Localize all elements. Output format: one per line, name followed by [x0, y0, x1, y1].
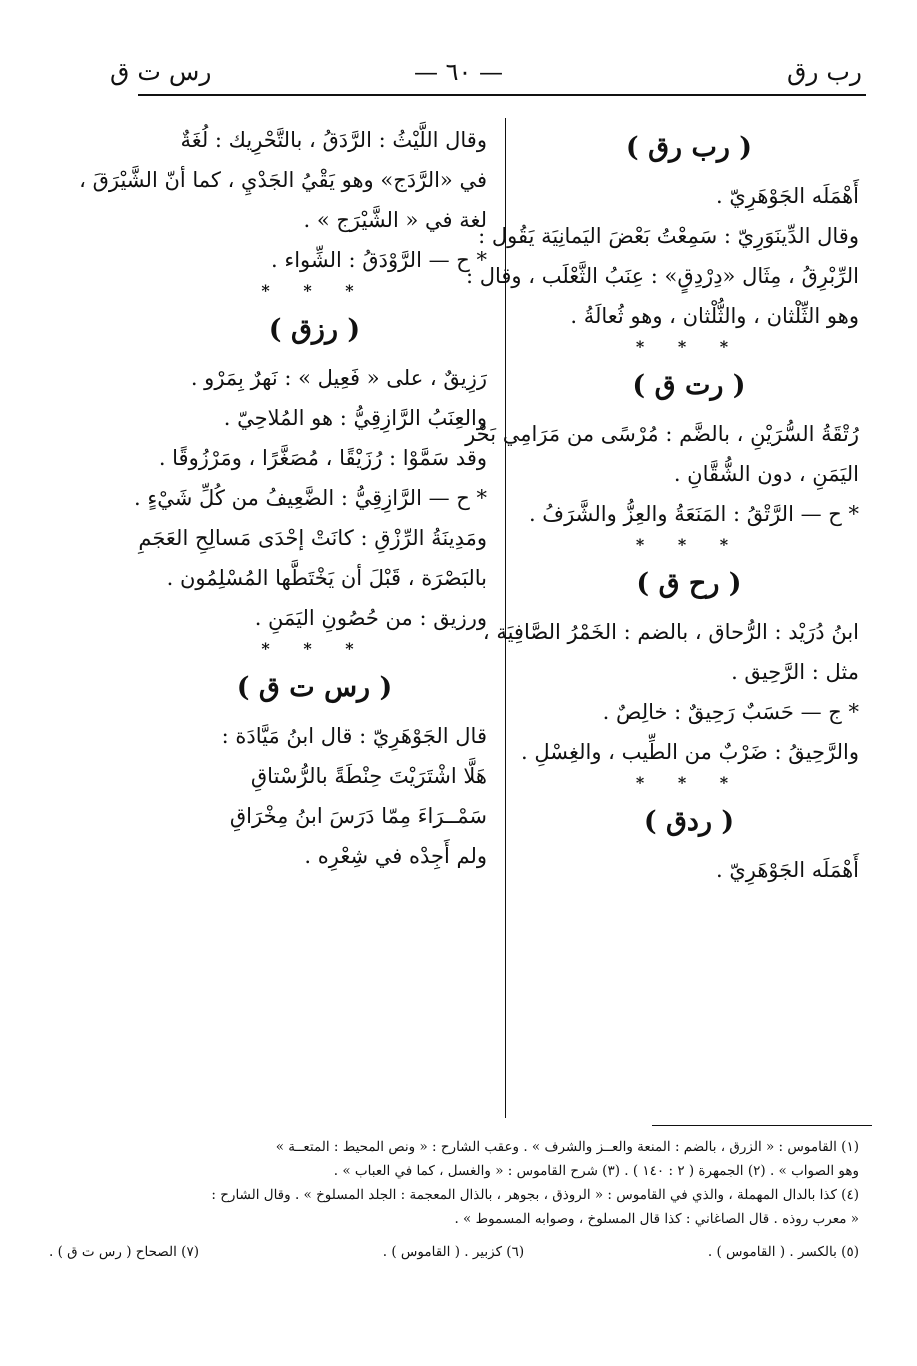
verse-line: سَمْــرَاءَ مِمّا دَرَسَ ابنُ مِخْرَاقِ: [229, 804, 487, 828]
text-line: * ح — الرَّتْقُ : المَنَعَةُ والعِزُّ والشَّرَفُ .: [528, 502, 859, 526]
footnote-line: (٤) كذا بالدال المهملة ، والذي في القاموس : « الروذق ، بجوهر ، بالذال المعجمة : الجلد المسلوخ » . وقال الشارح :: [211, 1187, 859, 1203]
text-line: * ح — الرَّوْدَقُ : الشِّواء .: [271, 248, 487, 272]
text-line: أَهْمَلَه الجَوْهَرِيّ .: [715, 184, 859, 208]
text-line: في «الرَّدَج» وهو يَقْيُ الجَدْيِ ، كما أنّ الشَّيْرَقَ ،: [79, 168, 487, 192]
entry-heading: ( رب رق ): [625, 132, 753, 163]
entry-heading: ( رح ق ): [636, 568, 742, 599]
text-line: * ج — حَسَبٌ رَحِيقٌ : خالِصٌ .: [602, 700, 859, 724]
footnotes: [49, 1135, 859, 1267]
text-line: وقد سَمَّوْا : رُزَيْقًا ، مُصَغَّرًا ، ومَرْزُوقًا .: [158, 446, 487, 470]
text-line: الرِّبْرِقُ ، مِثَال «دِرْدِقٍ» : عِنَبُ الثَّعْلَب ، وقال :: [465, 264, 859, 288]
text-line: رَزِيقٌ ، على « فَعِيل » : نَهرٌ بِمَرْو .: [190, 366, 487, 390]
text-line: ومَدِينَةُ الرِّزْقِ : كانَتْ إحْدَى مَسالِحِ العَجَمِ: [138, 526, 487, 550]
page-number: — ٦٠ —: [413, 58, 504, 86]
text-line: رُتْقَةُ السُّرَيْنِ ، بالضَّم : مُرْسًى من مَرَامِي بَحْر: [465, 422, 859, 446]
entry-heading: ( رت ق ): [632, 370, 746, 401]
text-line: وهو الثِّلْثان ، والثُّلْثان ، وهو ثُعالَةُ .: [570, 304, 859, 328]
footnote-6: (٦) كزبير . ( القاموس ) .: [382, 1244, 525, 1260]
text-line: والعِنَبُ الرَّازِقِيُّ : هو المُلاحِيّ .: [223, 406, 487, 430]
text-line: والرَّحِيقُ : ضَرْبٌ من الطِّيب ، والغِسْلِ .: [520, 740, 859, 764]
left-column: [79, 120, 487, 876]
text-line: أَهْمَلَه الجَوْهَرِيّ .: [715, 858, 859, 882]
right-column: [465, 120, 859, 890]
footnote-line: (١) القاموس : « الزرق ، بالضم : المنعة والعــز والشرف » . وعقب الشارح : « ونص المحيط : المتعــة »: [275, 1139, 859, 1155]
entry-heading: ( رزق ): [268, 314, 361, 345]
text-line: ابنُ دُرَيْد : الرُّحاق ، بالضم : الخَمْرُ الصَّافِيَة ،: [482, 620, 859, 644]
section-separator: * * *: [635, 535, 743, 554]
header-rule: [138, 94, 866, 96]
running-head-left: رس ت ق: [110, 57, 212, 86]
text-line: وقال الدِّينَوَرِيّ : سَمِعْتُ بَعْضَ اليَمانِيَة يَقُول :: [478, 224, 859, 248]
section-separator: * * *: [261, 639, 368, 658]
footnote-line: وهو الصواب » . (٢) الجمهرة ( ٢ : ١٤٠ ) . (٣) شرح القاموس : « والغسل ، كما في العباب » .: [333, 1163, 859, 1179]
entry-heading: ( رس ت ق ): [236, 672, 393, 703]
text-line: قال الجَوْهَرِيّ : قال ابنُ مَيَّادَة :: [221, 724, 487, 748]
text-line: اليَمَنِ ، دون الشُّقَّانِ .: [673, 462, 859, 486]
text-line: مثل : الرَّحِيق .: [731, 660, 859, 684]
footnote-line: « معرب روذه . قال الصاغاني : كذا قال المسلوخ ، وصوابه المسموط » .: [454, 1211, 859, 1227]
footnote-7: (٧) الصحاح ( رس ت ق ) .: [49, 1244, 199, 1260]
footnote-5: (٥) بالكسر . ( القاموس ) .: [707, 1244, 859, 1260]
section-separator: * * *: [635, 773, 743, 792]
text-line: ولم أَجِدْه في شِعْرِه .: [304, 844, 487, 868]
text-line: وقال اللَّيْثُ : الرَّدَقُ ، بالتَّحْرِيك : لُغَةٌ: [180, 128, 487, 152]
section-separator: * * *: [635, 337, 743, 356]
text-line: * ح — الرَّازِقِيُّ : الضَّعِيفُ من كُلِّ شَيْءٍ .: [134, 486, 487, 510]
footnote-rule: [652, 1125, 872, 1126]
text-line: لغة في « الشَّيْرَج » .: [303, 208, 487, 232]
running-head-right: رب رق: [786, 57, 862, 86]
text-line: بالبَصْرَة ، قَبْلَ أن يَخْتَطَّها المُسْلِمُون .: [166, 566, 487, 590]
text-line: ورزيق : من حُصُونِ اليَمَنِ .: [254, 606, 487, 630]
entry-heading: ( ردق ): [643, 806, 735, 837]
section-separator: * * *: [261, 281, 368, 300]
verse-line: هَلَّا اشْتَرَيْتَ حِنْطَةً بالرُّسْتاقِ: [250, 764, 487, 788]
footnote-row: [49, 1231, 859, 1267]
